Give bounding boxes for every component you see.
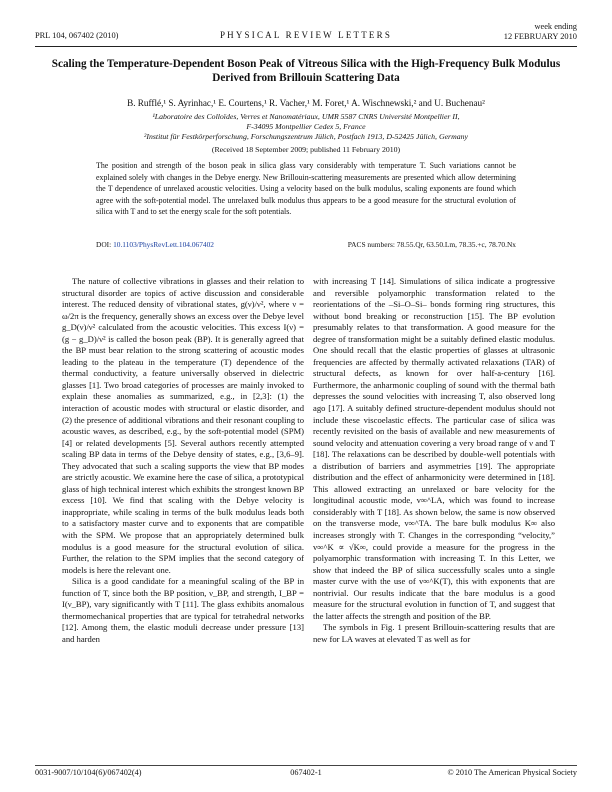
journal-name: PHYSICAL REVIEW LETTERS bbox=[219, 30, 393, 40]
paragraph: Silica is a good candidate for a meaningful scaling of the BP in function of T, since both the BP position, ν_BP, and strength, I_BP = I(ν_BP), vary significantly with T [11]. The glass exhibits anomalous thermomechanical properties that are typical for tetrahedral networks [12]. Among them, the elastic moduli decrease under pressure [13] and harden bbox=[62, 576, 304, 644]
paragraph: with increasing T [14]. Simulations of silica indicate a progressive and reversible polyamorphic transformation related to the reorientations of the –Si–O–Si– bonds forming ring structures, this without bond breaking or reconstruction [15]. The BP evolution presumably relates to that transformation. A good measure for the degree of transformation might be a suitably defined elastic modulus. One should recall that the elastic properties of glasses at ultrasonic frequencies are affected by thermally activated relaxations (TAR) of structural defects, as known for over half-a-century [16]. Furthermore, the anharmonic coupling of sound with the thermal bath depresses the sound velocities with increasing T, also observed long ago [17]. A suitably defined structure-dependent modulus should not include these viscoelastic effects. The particular case of silica was recently revisited on the basis of available and new measurements of sound velocity and attenuation covering a very broad range of ν and T [18]. The relaxations can be described by double-well potentials with a distribution of barriers and asymmetries [19]. The appropriate distribution and the effect of anharmonicity were determined in [18]. This allowed extracting an unrelaxed or bare velocity for the longitudinal acoustic mode, v∞^LA, which was found to increase considerably with T [18]. As shown below, the same is now observed on the transverse mode, v∞^TA. The bare bulk modulus K∞ also increases strongly with T. Changes in the corresponding “velocity,” v∞^K ∝ √K∞, could provide a measure for the progress in the polyamorphic transformation with increasing T. In this Letter, we show that indeed the BP of silica successfully scales unto a single master curve with the use of v∞^K(T), this with exponents that are nontrivial. Our results indicate that the bare modulus is a good measure for the structural evolution in function of T, and suggest that the latter affects the strength and position of the BP. bbox=[313, 276, 555, 621]
running-header bbox=[35, 20, 577, 46]
issn-code: 0031-9007/10/104(6)/067402(4) bbox=[35, 768, 142, 777]
body-column-left bbox=[62, 276, 304, 646]
affiliation-line: ²Institut für Festkörperforschung, Forschungszentrum Jülich, Postfach 1913, D-52425 Jülich, Germany bbox=[144, 132, 468, 142]
article-title: Scaling the Temperature-Dependent Boson Peak of Vitreous Silica with the High-Frequency Bulk Modulus Derived from Brillouin Scattering Data bbox=[51, 58, 561, 84]
affiliation-line: ¹Laboratoire des Colloïdes, Verres et Nanomatériaux, UMR 5587 CNRS Université Montpellier II, bbox=[152, 112, 460, 121]
doi-label: DOI: bbox=[96, 240, 112, 249]
affiliation-line: F-34095 Montpellier Cedex 5, France bbox=[246, 122, 366, 132]
body-column-right bbox=[313, 276, 555, 646]
date: 12 FEBRUARY 2010 bbox=[503, 32, 577, 41]
paragraph: The nature of collective vibrations in glasses and their relation to structural disorder are topics of active discussion and considerable interest. The reduced density of vibrational states, g(ν)/ν², where ν = ω/2π is the frequency, generally shows an excess over the Debye level g_D(ν)/ν² calculated from the acoustic velocities. This excess I(ν) = (g − g_D)/ν² is called the boson peak (BP). It is generally agreed that the BP must bear relation to the strong scattering of acoustic modes leading to the plateau in the temperature (T) dependence of the thermal conductivity, a feature universally observed in dielectric glasses [1]. Two broad categories of processes are mainly invoked to explain these anomalies as summarized, e.g., in [2,3]: (1) the interaction of acoustic modes with structural or elastic disorder, and (2) the presence of additional vibrations and their resonant coupling to acoustic waves, as described, e.g., by the soft-potential model (SPM) [4] or related developments [5]. Several authors recently attempted scaling BP data in terms of the Debye density of states, e.g., [3,6–9]. They advocated that such a scaling supports the view that BP modes are strictly acoustic. We examine here the case of silica, a prototypical glass of high technical interest which exhibits the strongest known BP excess [10]. We find that scaling with the Debye velocity is inappropriate, while scaling in terms of the bulk modulus leads both to a satisfactory master curve and to exponents that are compatible with the SPM. We propose that an appropriately determined bulk modulus is a good measure for the structural evolution of silica. Further, the relation to the SPM implies that the second category of models is here the relevant one. bbox=[62, 276, 304, 575]
affiliations bbox=[40, 112, 572, 143]
copyright: © 2010 The American Physical Society bbox=[447, 768, 577, 777]
week-label: week ending bbox=[534, 22, 577, 31]
authors: B. Rufflé,¹ S. Ayrinhac,¹ E. Courtens,¹ R. Vacher,¹ M. Foret,¹ A. Wischnewski,² and U. Buchenau² bbox=[127, 98, 485, 108]
page-number: 067402-1 bbox=[290, 768, 322, 777]
received-dates: (Received 18 September 2009; published 11 February 2010) bbox=[211, 144, 401, 154]
doi-line bbox=[96, 240, 214, 249]
pacs-numbers: PACS numbers: 78.55.Qr, 63.50.Lm, 78.35.+c, 78.70.Nx bbox=[347, 240, 516, 249]
issue-date bbox=[504, 22, 577, 42]
abstract: The position and strength of the boson peak in silica glass vary considerably with temperature T. Such variations cannot be explained solely with changes in the Debye energy. New Brillouin-scattering measurements are presented which allow determining the T dependence of unrelaxed acoustic velocities. Using a velocity based on the bulk modulus, scaling exponents are found which agree with the soft-potential model. The unrelaxed bulk modulus thus appears to be a good measure for the structural evolution of silica with T and to set the energy scale for the soft potentials. bbox=[96, 161, 516, 216]
page-footer bbox=[35, 768, 577, 780]
journal-ref: PRL 104, 067402 (2010) bbox=[35, 31, 119, 40]
footer-rule bbox=[35, 765, 577, 766]
doi-link[interactable]: 10.1103/PhysRevLett.104.067402 bbox=[113, 240, 214, 249]
header-rule bbox=[35, 46, 577, 47]
paragraph: The symbols in Fig. 1 present Brillouin-scattering results that are new for LA waves at elevated T as well as for bbox=[313, 622, 555, 644]
